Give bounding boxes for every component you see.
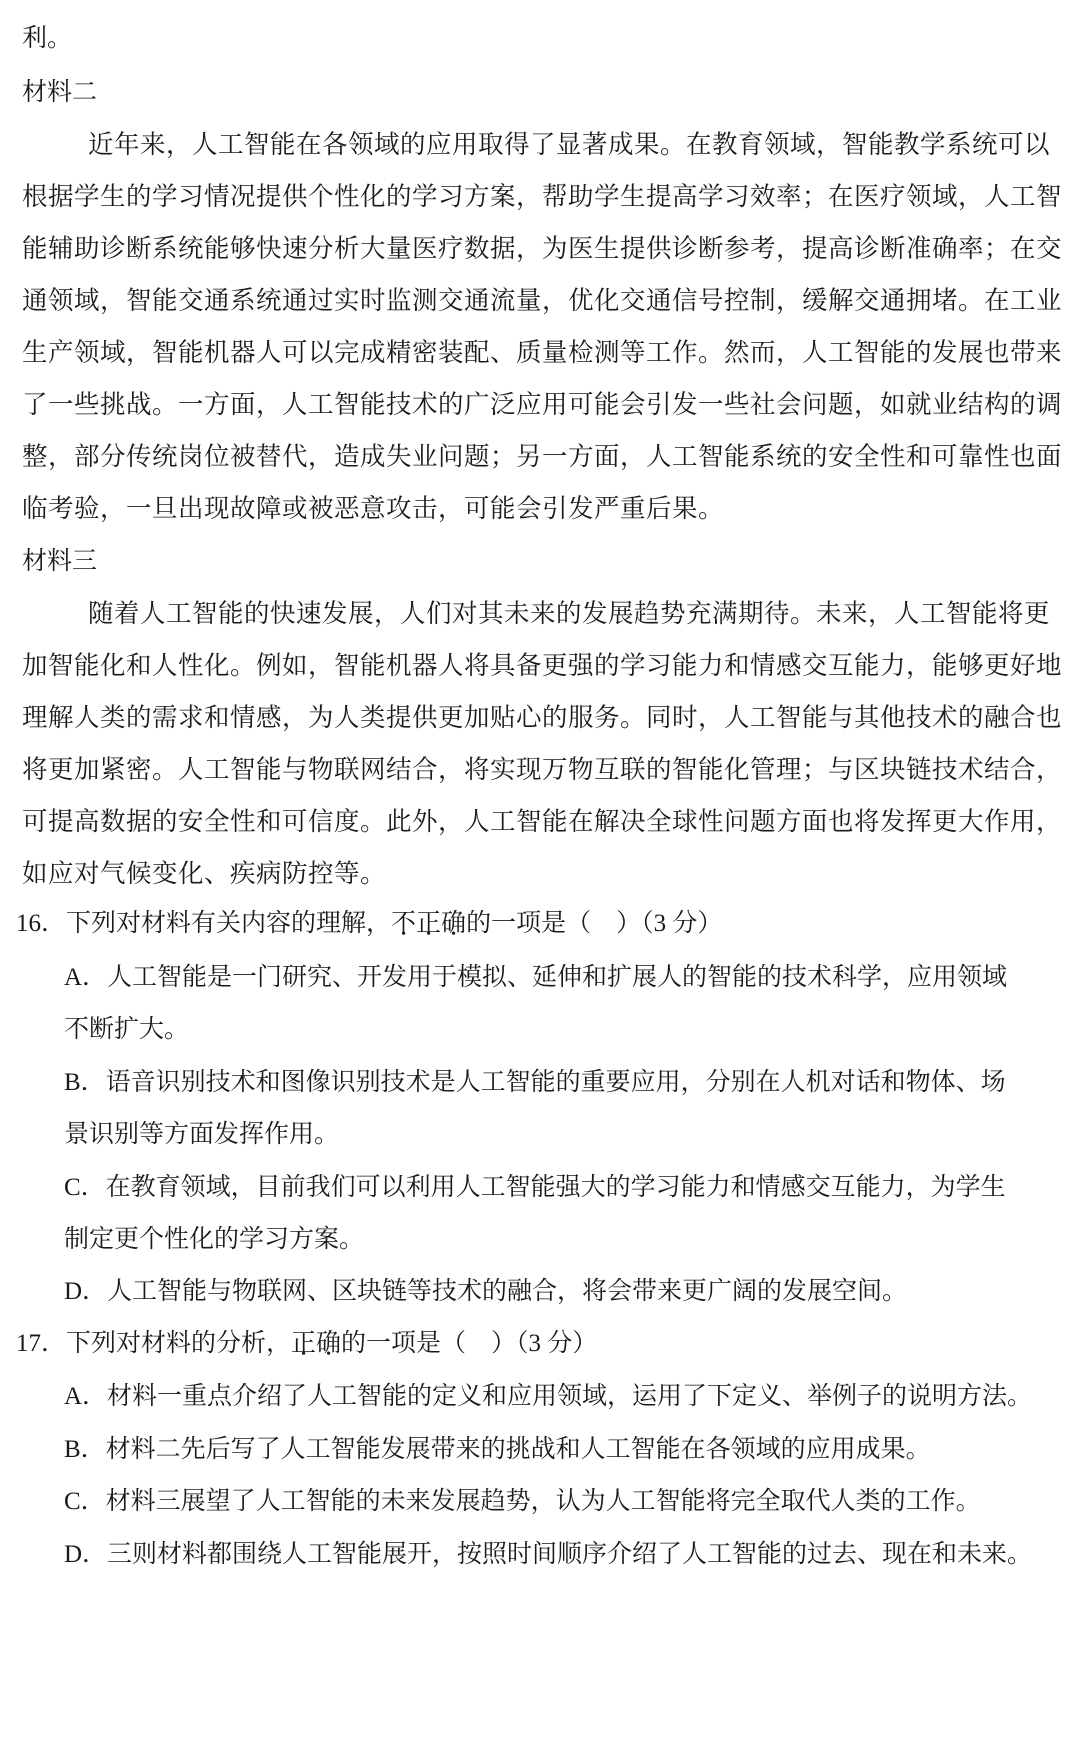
- q16-option-d: D．人工智能与物联网、区块链等技术的融合，将会带来更广阔的发展空间。: [64, 1278, 908, 1305]
- text-line: 根据学生的学习情况提供个性化的学习方案，帮助学生提高学习效率；在医疗领域，人工智: [22, 182, 1063, 212]
- material-three-heading: 材料三: [22, 546, 98, 575]
- emphasis-char: 正: [416, 910, 442, 937]
- q16-option-b: B．语音识别技术和图像识别技术是人工智能的重要应用，分别在人机对话和物体、场: [64, 1069, 1006, 1096]
- emphasis-char: 确: [316, 1330, 342, 1357]
- text-line: 了一些挑战。一方面，人工智能技术的广泛应用可能会引发一些社会问题，如就业结构的调: [22, 390, 1063, 420]
- q17-option-a: A．材料一重点介绍了人工智能的定义和应用领域，运用了下定义、举例子的说明方法。: [64, 1383, 1033, 1410]
- emphasis-char: 不: [391, 910, 417, 937]
- text-line: 理解人类的需求和情感，为人类提供更加贴心的服务。同时，人工智能与其他技术的融合也: [22, 703, 1063, 733]
- question-17-title: [16, 1324, 1080, 1364]
- text-line: 能辅助诊断系统能够快速分析大量医疗数据，为医生提供诊断参考，提高诊断准确率；在交: [22, 234, 1063, 264]
- question-16-title: [16, 904, 1080, 944]
- material-two-heading: 材料二: [22, 77, 98, 106]
- question-prefix: 16．下列对材料有关内容的理解，: [16, 910, 392, 937]
- q16-option-c-cont: 制定更个性化的学习方案。: [64, 1226, 365, 1253]
- text-line: 整，部分传统岗位被替代，造成失业问题；另一方面，人工智能系统的安全性和可靠性也面: [22, 442, 1063, 472]
- text-line: 临考验，一旦出现故障或被恶意攻击，可能会引发严重后果。: [22, 494, 725, 524]
- text-line: 利。: [22, 23, 73, 52]
- emphasis-char: 确: [441, 910, 467, 937]
- text-line: 生产领域，智能机器人可以完成精密装配、质量检测等工作。然而，人工智能的发展也带来: [22, 338, 1063, 368]
- question-suffix: 的一项是（ ）（3 分）: [341, 1330, 598, 1357]
- text-line: 随着人工智能的快速发展，人们对其未来的发展趋势充满期待。未来，人工智能将更: [88, 599, 1051, 629]
- text-line: 通领域，智能交通系统通过实时监测交通流量，优化交通信号控制，缓解交通拥堵。在工业: [22, 286, 1063, 316]
- question-prefix: 17．下列对材料的分析，: [16, 1330, 292, 1357]
- q16-option-b-cont: 景识别等方面发挥作用。: [64, 1121, 340, 1148]
- question-suffix: 的一项是（ ）（3 分）: [466, 910, 723, 937]
- emphasis-char: 正: [291, 1330, 317, 1357]
- q17-option-c: C．材料三展望了人工智能的未来发展趋势，认为人工智能将完全取代人类的工作。: [64, 1488, 981, 1515]
- text-line: 可提高数据的安全性和可信度。此外，人工智能在解决全球性问题方面也将发挥更大作用，: [22, 807, 1063, 837]
- q16-option-a: A．人工智能是一门研究、开发用于模拟、延伸和扩展人的智能的技术科学，应用领域: [64, 964, 1008, 991]
- text-line: 如应对气候变化、疾病防控等。: [22, 859, 387, 889]
- q17-option-b: B．材料二先后写了人工智能发展带来的挑战和人工智能在各领域的应用成果。: [64, 1436, 931, 1463]
- text-line: 加智能化和人性化。例如，智能机器人将具备更强的学习能力和情感交互能力，能够更好地: [22, 651, 1063, 681]
- text-line: 将更加紧密。人工智能与物联网结合，将实现万物互联的智能化管理；与区块链技术结合，: [22, 755, 1063, 785]
- q16-option-c: C．在教育领域，目前我们可以利用人工智能强大的学习能力和情感交互能力，为学生: [64, 1174, 1006, 1201]
- text-line: 近年来，人工智能在各领域的应用取得了显著成果。在教育领域，智能教学系统可以: [88, 130, 1051, 160]
- q17-option-d: D．三则材料都围绕人工智能展开，按照时间顺序介绍了人工智能的过去、现在和未来。: [64, 1541, 1033, 1568]
- q16-option-a-cont: 不断扩大。: [64, 1016, 190, 1043]
